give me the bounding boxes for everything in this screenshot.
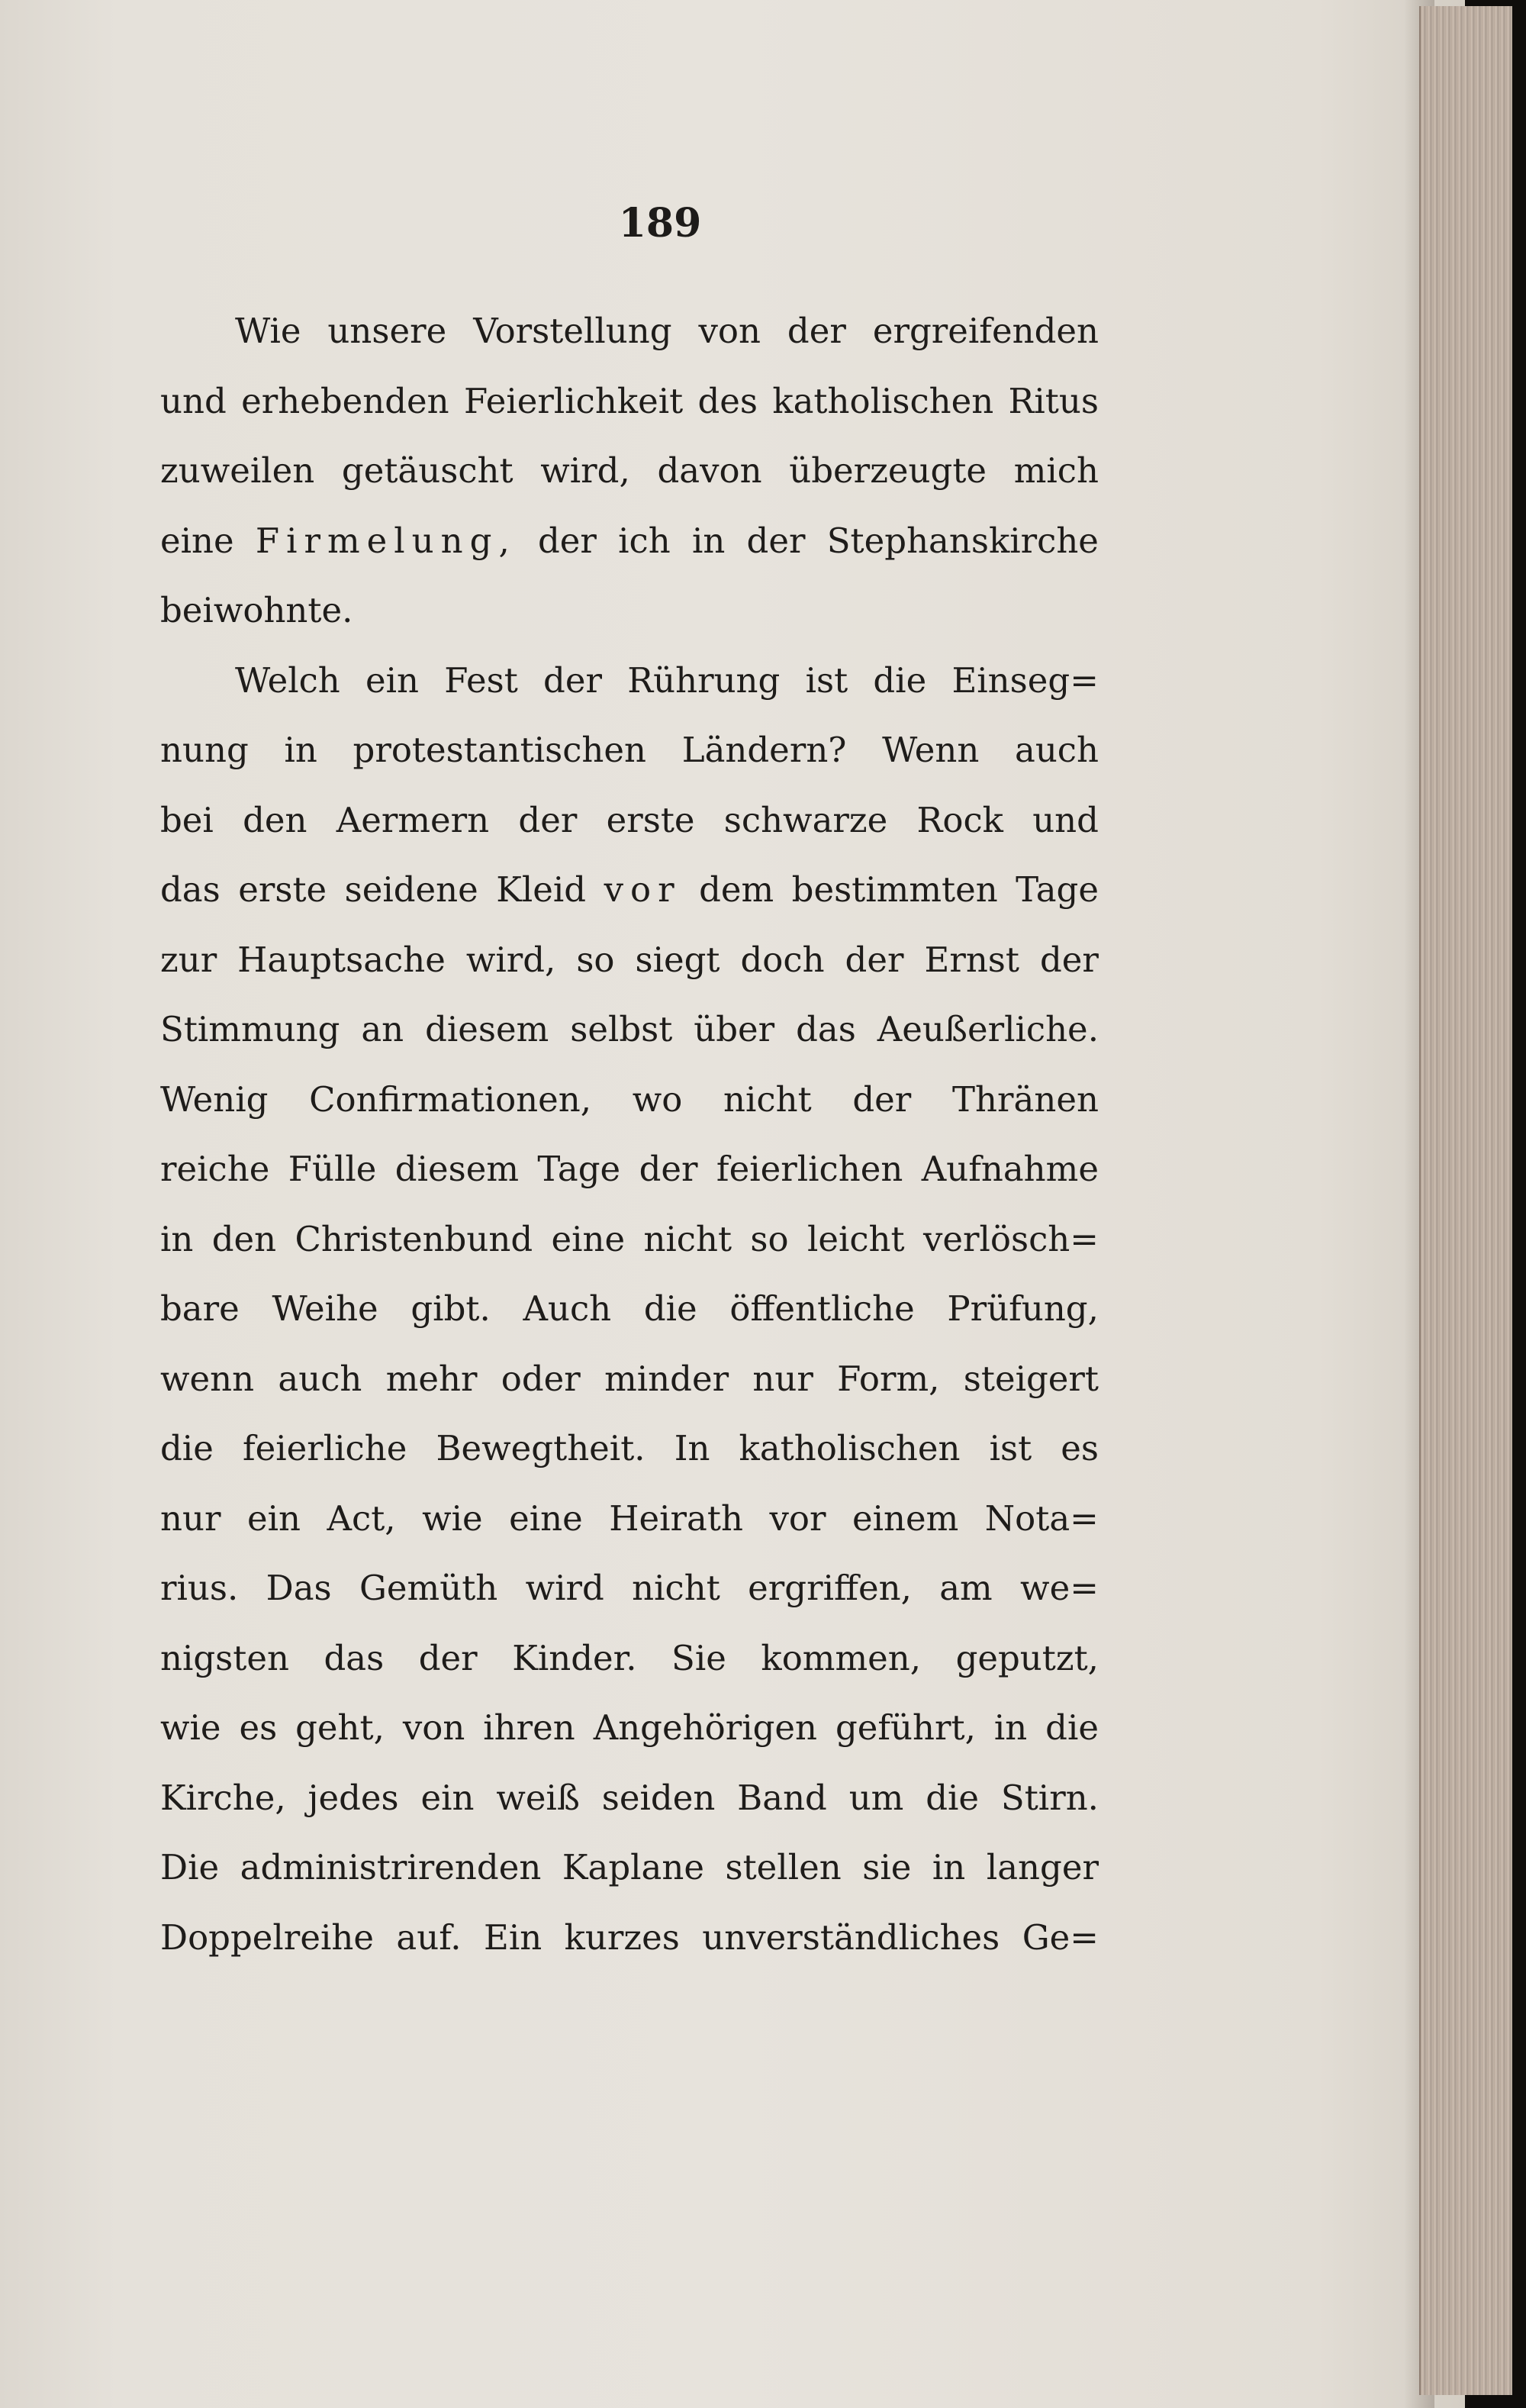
word: katholischen [772, 380, 994, 421]
word: und [1032, 799, 1099, 840]
word: geputzt, [955, 1637, 1099, 1678]
word: der [543, 659, 602, 701]
word: Aeußerliche. [877, 1009, 1099, 1049]
word: Ein [483, 1916, 542, 1958]
word: Kleid [496, 869, 587, 910]
word: oder [501, 1358, 581, 1399]
text-line [160, 1693, 1099, 1763]
word: Heirath [609, 1497, 743, 1539]
word: Nota= [984, 1497, 1099, 1539]
word: reiche [160, 1149, 270, 1189]
text-line [160, 1344, 1099, 1414]
page-number: 189 [618, 200, 702, 247]
word: Ernst [924, 939, 1019, 980]
text-line [160, 1274, 1099, 1344]
word: weiß [496, 1777, 580, 1818]
word: ist [989, 1428, 1032, 1468]
word: der [746, 520, 806, 561]
word: Ländern? [681, 730, 847, 770]
word: kommen, [761, 1637, 922, 1678]
word: steigert [963, 1358, 1099, 1399]
word: leicht [806, 1218, 905, 1259]
word: Das [266, 1568, 332, 1608]
word: feierlichen [716, 1149, 903, 1189]
word: geführt, [835, 1707, 976, 1748]
word: Die [160, 1847, 220, 1887]
word: erste [606, 799, 695, 840]
word: Bewegtheit. [436, 1428, 645, 1468]
word: ergreifenden [872, 311, 1099, 351]
word: ich [618, 520, 671, 561]
word: stellen [725, 1847, 842, 1887]
word: getäuscht [341, 450, 513, 491]
word: Kirche, [160, 1777, 286, 1818]
word: Einseg= [951, 659, 1099, 701]
word: Ritus [1008, 380, 1099, 421]
word: in [993, 1707, 1028, 1748]
word: ihren [483, 1707, 575, 1748]
word: erste [238, 869, 327, 910]
word: kurzes [564, 1916, 680, 1958]
word: einem [852, 1497, 959, 1539]
word: nung [160, 730, 249, 770]
text-line [160, 575, 1099, 646]
word: Feierlichkeit [463, 380, 684, 421]
word: rius. [160, 1568, 239, 1608]
text-line [160, 296, 1099, 366]
word: öffentliche [729, 1288, 915, 1329]
word: so [576, 939, 615, 980]
word: Band [737, 1777, 827, 1818]
word: am [939, 1568, 993, 1608]
word: katholischen [739, 1428, 961, 1468]
word: Tage [537, 1149, 621, 1189]
word: den [211, 1218, 277, 1259]
text-line [160, 855, 1099, 925]
text-line [160, 1623, 1099, 1694]
word: nicht [723, 1078, 812, 1120]
word: nur [160, 1497, 221, 1539]
text-line [160, 506, 1099, 576]
word: in [691, 520, 726, 561]
word: sie [862, 1847, 912, 1887]
text-line [160, 436, 1099, 506]
word: selbst [570, 1009, 673, 1049]
word: ist [805, 659, 848, 701]
word: auch [1015, 730, 1099, 770]
text-line [160, 1763, 1099, 1833]
word: Welch [235, 659, 340, 701]
text-line [160, 1553, 1099, 1623]
word: Aufnahme [921, 1149, 1099, 1189]
word: Fest [444, 659, 518, 701]
word: das [160, 869, 221, 910]
word: der [518, 799, 578, 840]
word: wie [422, 1497, 483, 1539]
word: das [796, 1009, 856, 1049]
word: geht, [295, 1707, 385, 1748]
word: Kaplane [562, 1847, 704, 1887]
word: und [160, 380, 227, 421]
word: an [361, 1009, 404, 1049]
body-text [160, 296, 1099, 1972]
word: der [845, 939, 904, 980]
word: Angehörigen [593, 1707, 818, 1748]
word: Tage [1016, 869, 1099, 910]
word: Aermern [336, 799, 490, 840]
word: Ge= [1022, 1916, 1099, 1958]
word: erhebenden [241, 380, 449, 421]
word: der [639, 1149, 698, 1189]
word: es [239, 1707, 278, 1748]
word: eine [160, 520, 234, 561]
word: Rührung [627, 659, 781, 701]
word: Form, [837, 1358, 940, 1399]
word: doch [740, 939, 825, 980]
word: Stephanskirche [826, 520, 1099, 561]
word: der [537, 520, 597, 561]
text-line [160, 1134, 1099, 1204]
word: wird, [540, 450, 630, 491]
word: der [852, 1078, 912, 1120]
word: wird, [465, 939, 556, 980]
word: die [873, 659, 927, 701]
word: nigsten [160, 1637, 289, 1678]
word: der [787, 311, 846, 351]
word: ein [420, 1777, 475, 1818]
text-line [160, 1065, 1099, 1135]
word: wird [525, 1568, 604, 1608]
word: gibt. [410, 1288, 491, 1329]
word: Firmelung, [255, 520, 517, 561]
word: siegt [635, 939, 720, 980]
word: in [932, 1847, 966, 1887]
word: Christenbund [295, 1218, 533, 1259]
word: den [243, 799, 307, 840]
word: die [1045, 1707, 1099, 1748]
word: unverständliches [702, 1916, 1000, 1958]
word: Kinder. [512, 1637, 637, 1678]
word: protestantischen [353, 730, 646, 770]
word: überzeugte [789, 450, 987, 491]
word: Wie [235, 311, 301, 351]
word: von [402, 1707, 465, 1748]
word: wo [632, 1078, 683, 1120]
word: dem [699, 869, 774, 910]
text-line [160, 1204, 1099, 1275]
text-line [160, 715, 1099, 785]
word: eine [509, 1497, 583, 1539]
text-line [160, 646, 1099, 716]
word: Wenn [882, 730, 980, 770]
word: schwarze [723, 799, 888, 840]
word: Gemüth [359, 1568, 498, 1608]
word: Stimmung [160, 1009, 340, 1049]
word: um [848, 1777, 904, 1818]
text-line [160, 785, 1099, 856]
word: die [643, 1288, 697, 1329]
word: Doppelreihe [160, 1916, 374, 1958]
text-line [160, 994, 1099, 1065]
word: Vorstellung [473, 311, 672, 351]
word: die [926, 1777, 980, 1818]
text-line [160, 1414, 1099, 1484]
word: bare [160, 1288, 240, 1329]
word: jedes [307, 1777, 399, 1818]
word: nicht [632, 1568, 720, 1608]
word: Fülle [288, 1149, 377, 1189]
word: Rock [916, 799, 1003, 840]
word: zur [160, 939, 217, 980]
word: von [698, 311, 761, 351]
word: administrirenden [240, 1847, 542, 1887]
word: bei [160, 799, 214, 840]
word: Wenig [160, 1078, 269, 1120]
word: vor [604, 869, 681, 910]
word: unsere [327, 311, 447, 351]
word: Auch [523, 1288, 612, 1329]
word: bestimmten [791, 869, 998, 910]
word: we= [1020, 1568, 1099, 1608]
word: vor [769, 1497, 826, 1539]
word: zuweilen [160, 450, 315, 491]
word: ein [365, 659, 420, 701]
word: davon [657, 450, 762, 491]
word: mehr [385, 1358, 478, 1399]
word: Hauptsache [237, 939, 446, 980]
word: seidene [344, 869, 478, 910]
word: feierliche [242, 1428, 407, 1468]
word: nicht [643, 1218, 732, 1259]
word: In [674, 1428, 710, 1468]
word: Sie [671, 1637, 726, 1678]
word: diesem [394, 1149, 519, 1189]
word: Stirn. [1000, 1777, 1099, 1818]
word: der [1039, 939, 1099, 980]
word: beiwohnte. [160, 590, 353, 630]
word: mich [1013, 450, 1099, 491]
word: in [160, 1218, 194, 1259]
word: ein [246, 1497, 301, 1539]
word: das [324, 1637, 385, 1678]
word: eine [551, 1218, 626, 1259]
word: auf. [396, 1916, 462, 1958]
word: wenn [160, 1358, 255, 1399]
word: minder [604, 1358, 729, 1399]
word: es [1061, 1428, 1099, 1468]
text-line [160, 366, 1099, 437]
word: langer [986, 1847, 1099, 1887]
text-line [160, 1903, 1099, 1973]
word: des [697, 380, 758, 421]
word: die [160, 1428, 214, 1468]
word: wie [160, 1707, 221, 1748]
text-line [160, 1833, 1099, 1903]
word: diesem [425, 1009, 549, 1049]
word: seiden [601, 1777, 716, 1818]
word: Prüfung, [947, 1288, 1099, 1329]
word: der [418, 1637, 478, 1678]
text-line [160, 925, 1099, 995]
word: auch [278, 1358, 362, 1399]
book-fore-edge [1419, 6, 1512, 2395]
word: so [750, 1218, 789, 1259]
word: Thränen [952, 1078, 1099, 1120]
word: in [284, 730, 317, 770]
word: nur [752, 1358, 813, 1399]
word: Confirmationen, [309, 1078, 592, 1120]
word: Act, [327, 1497, 396, 1539]
word: ergriffen, [748, 1568, 912, 1608]
text-line [160, 1484, 1099, 1554]
word: verlösch= [922, 1218, 1099, 1259]
word: über [694, 1009, 775, 1049]
word: Weihe [272, 1288, 378, 1329]
